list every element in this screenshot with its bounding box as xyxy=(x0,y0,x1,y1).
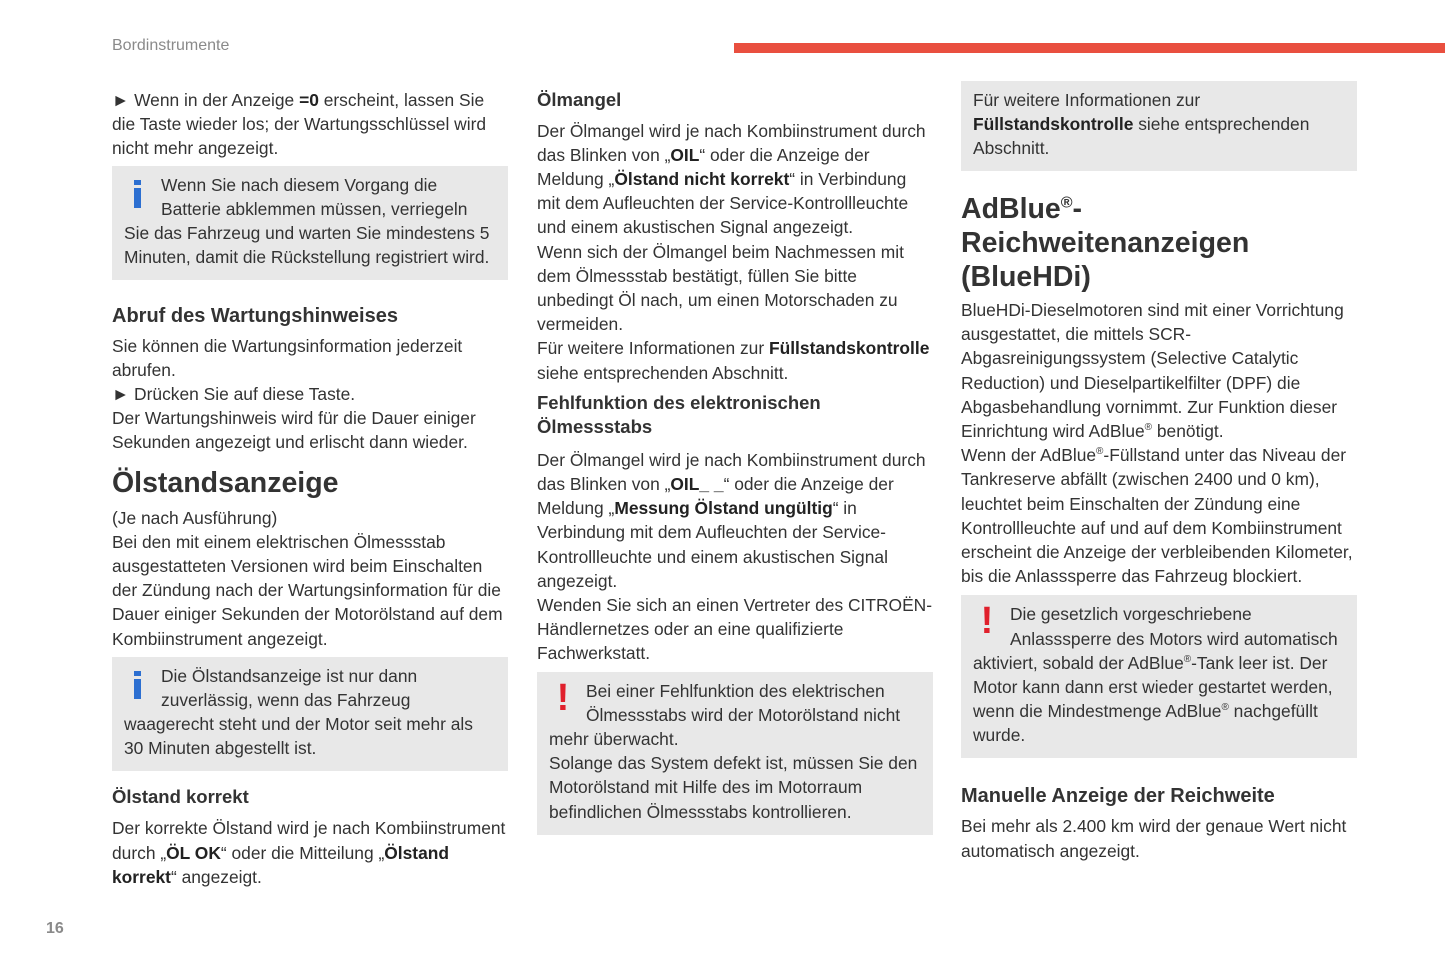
column-middle xyxy=(537,88,933,835)
warning-box-text-indented: Die gesetzlich vorgeschriebene Anlasssperre des Motors wird automatisch xyxy=(1010,604,1338,649)
manuell-paragraph: Bei mehr als 2.400 km wird der genaue Wert nicht automatisch angezeigt. xyxy=(961,816,1347,861)
heading-oelstandsanzeige: Ölstandsanzeige xyxy=(112,466,339,499)
heading-oelstand-korrekt: Ölstand korrekt xyxy=(112,785,249,807)
info-box-text-indented: Wenn Sie nach diesem Vorgang die Batterie abklemmen müssen, verriegeln xyxy=(161,174,468,219)
info-icon xyxy=(132,180,142,208)
section-title: Bordinstrumente xyxy=(112,37,230,54)
warning-box-text: aktiviert, sobald der AdBlue®-Tank leer ist. Der Motor kann dann erst wieder gestartet werden, wenn die Mindestmenge AdBlue® nachgefüllt wurde. xyxy=(973,652,1333,746)
adblue-paragraph-2: Wenn der AdBlue®-Füllstand unter das Niveau der Tankreserve abfällt (zwischen 2400 und 0 km), leuchtet beim Einschalten der Zündung eine Kontrollleuchte auf und auf dem Kombiinstrument erscheint die Anzeige der verbleibenden Kilometer, bis die Anlasssperre das Fahrzeug blockiert. xyxy=(961,445,1353,587)
warning-box-text: mehr überwacht. xyxy=(549,728,679,749)
warning-icon: ! xyxy=(556,676,570,719)
accent-bar xyxy=(734,43,1445,53)
warning-box-oelmessstab xyxy=(537,672,933,835)
info-icon xyxy=(132,671,142,699)
abruf-step: ► Drücken Sie auf diese Taste. xyxy=(112,384,356,405)
heading-oelmangel: Ölmangel xyxy=(537,89,622,110)
warning-box-anlasssperre xyxy=(961,595,1357,758)
arrow-icon: ► xyxy=(112,384,130,405)
oelmangel-paragraph: Der Ölmangel wird je nach Kombiinstrument durch das Blinken von „OIL“ oder die Anzeige der Meldung „Ölstand nicht korrekt“ in Verbindung mit dem Aufleuchten der Service-Kontrollleuchte und einem akustischen Signal angezeigt. xyxy=(537,120,926,238)
korrekt-paragraph: Der korrekte Ölstand wird je nach Kombiinstrument durch „ÖL OK“ oder die Mitteilung „Ölstand korrekt“ angezeigt. xyxy=(112,818,506,887)
oelstand-paragraph: Bei den mit einem elektrischen Ölmessstab ausgestatteten Versionen wird beim Einschalten der Zündung nach der Wartungsinformation für die Dauer einiger Sekunden der Motorölstand auf dem Kombiinstrument angezeigt. xyxy=(112,531,503,649)
info-box-oelstand xyxy=(112,657,508,771)
warning-box-text-indented: Bei einer Fehlfunktion des elektrischen Ölmessstabs wird der Motorölstand nicht xyxy=(586,680,901,725)
info-box-text-indented: Die Ölstandsanzeige ist nur dann zuverlässig, wenn das Fahrzeug xyxy=(161,665,418,711)
reset-instruction: ► Wenn in der Anzeige =0 erscheint, lassen Sie die Taste wieder los; der Wartungsschlüssel wird nicht mehr angezeigt. xyxy=(112,90,487,159)
warning-box-text-2: Solange das System defekt ist, müssen Sie den Motorölstand mit Hilfe des im Motorraum befindlichen Ölmessstabs kontrollieren. xyxy=(549,753,918,822)
fehlfunktion-paragraph: Der Ölmangel wird je nach Kombiinstrument durch das Blinken von „OIL_ _“ oder die Anzeige der Meldung „Messung Ölstand ungültig“ in Verbindung mit dem Aufleuchten der Service-Kontrollleuchte und einem akustischen Signal angezeigt. xyxy=(537,449,926,591)
fehlfunktion-paragraph-2: Wenden Sie sich an einen Vertreter des CITROËN-Händlernetzes oder an eine qualifizierte Fachwerkstatt. xyxy=(537,594,933,664)
heading-manuelle-anzeige: Manuelle Anzeige der Reichweite xyxy=(961,785,1275,808)
oelstand-variant: (Je nach Ausführung) xyxy=(112,507,278,528)
warning-icon: ! xyxy=(980,600,994,643)
heading-abruf: Abruf des Wartungshinweises xyxy=(112,304,398,327)
page-number: 16 xyxy=(46,920,64,937)
oelmangel-paragraph-3: Für weitere Informationen zur Füllstandskontrolle siehe entsprechenden Abschnitt. xyxy=(537,338,930,383)
heading-fehlfunktion: Fehlfunktion des elektronischen Ölmessstabs xyxy=(537,391,821,438)
abruf-paragraph-2: Der Wartungshinweis wird für die Dauer einiger Sekunden angezeigt und erlischt dann wieder. xyxy=(112,408,476,453)
adblue-paragraph: BlueHDi-Dieselmotoren sind mit einer Vorrichtung ausgestattet, die mittels SCR-Abgasreinigungssystem (Selective Catalytic Reduction) und Dieselpartikelfilter (DPF) die Abgasbehandlung vornimmt. Zur Funktion dieser Einrichtung wird AdBlue® benötigt. xyxy=(961,300,1344,442)
column-right xyxy=(961,88,1357,863)
info-box-battery xyxy=(112,166,508,280)
note-box-fuellstand: Für weitere Informationen zur Füllstandskontrolle siehe entsprechenden Abschnitt. xyxy=(961,81,1357,171)
arrow-icon: ► xyxy=(112,90,130,110)
info-box-text: Sie das Fahrzeug und warten Sie mindestens 5 Minuten, damit die Rückstellung registriert wird. xyxy=(124,223,490,268)
oelmangel-paragraph-2: Wenn sich der Ölmangel beim Nachmessen mit dem Ölmessstab bestätigt, füllen Sie bitte unbedingt Öl nach, um einen Motorschaden zu vermeiden. xyxy=(537,241,904,335)
info-box-text: waagerecht steht und der Motor seit mehr als 30 Minuten abgestellt ist. xyxy=(124,714,473,759)
column-left xyxy=(112,88,508,889)
heading-adblue: AdBlue®-Reichweitenanzeigen (BlueHDi) xyxy=(961,193,1250,293)
abruf-paragraph: Sie können die Wartungsinformation jederzeit abrufen. xyxy=(112,335,463,380)
